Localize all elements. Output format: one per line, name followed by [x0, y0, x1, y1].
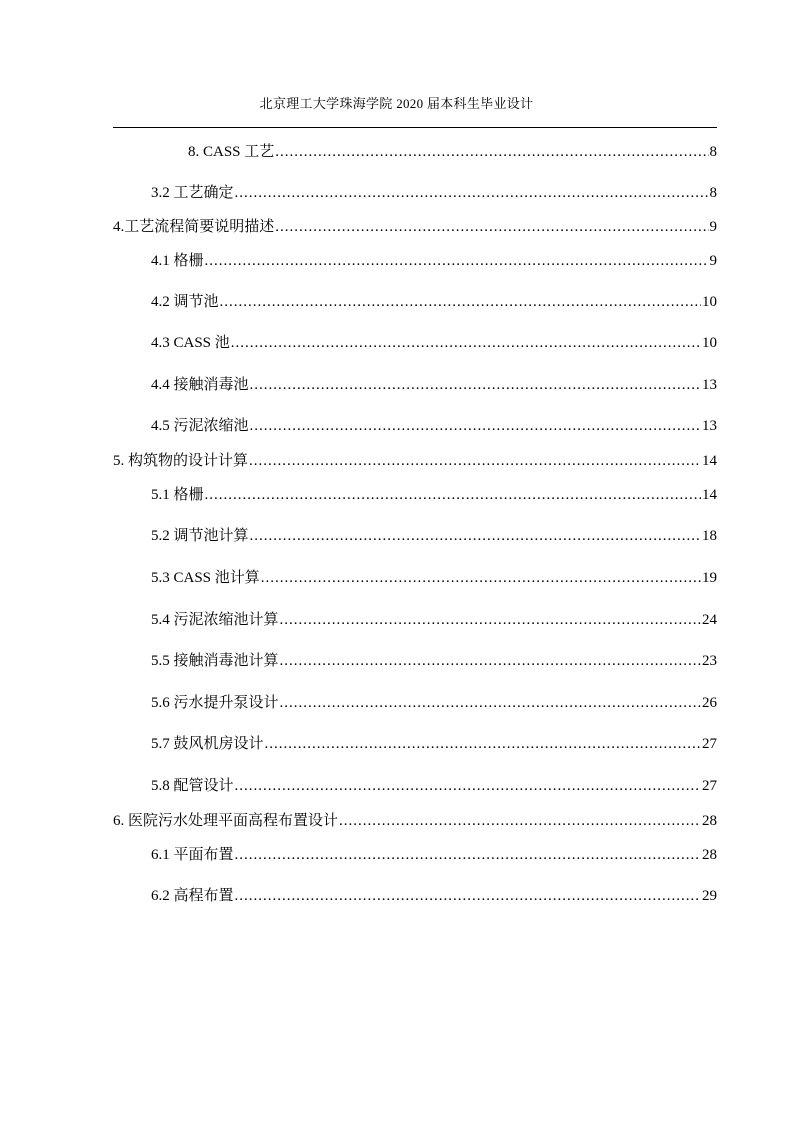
toc-entry-label: 6.1 平面布置	[151, 847, 234, 863]
toc-entry-page: 10	[702, 294, 717, 310]
toc-entry-label: 5.1 格栅	[151, 487, 204, 503]
toc-entry-label: 4.4 接触消毒池	[151, 377, 249, 393]
toc-entry[interactable]	[151, 374, 717, 396]
toc-leader-dots	[235, 885, 701, 907]
toc-entry-label: 8. CASS 工艺	[188, 144, 275, 160]
toc-leader-dots	[250, 415, 701, 437]
toc-leader-dots	[231, 332, 701, 354]
toc-entry-page: 8	[709, 144, 717, 160]
toc-leader-dots	[275, 216, 708, 238]
toc-entry-page: 18	[702, 528, 717, 544]
toc-entry-page: 29	[702, 888, 717, 904]
toc-entry[interactable]	[151, 609, 717, 631]
toc-leader-dots	[280, 650, 701, 672]
toc-entry-page: 13	[702, 418, 717, 434]
toc-entry-label: 4.1 格栅	[151, 253, 204, 269]
toc-leader-dots	[205, 250, 709, 272]
toc-entry[interactable]	[151, 775, 717, 797]
toc-entry[interactable]	[151, 415, 717, 437]
toc-entry-page: 8	[709, 185, 717, 201]
toc-leader-dots	[275, 141, 708, 163]
toc-entry[interactable]	[151, 182, 717, 204]
toc-leader-dots	[235, 775, 701, 797]
toc-entry[interactable]	[151, 692, 717, 714]
toc-entry[interactable]	[113, 810, 717, 832]
toc-entry-page: 23	[702, 653, 717, 669]
toc-entry[interactable]	[151, 332, 717, 354]
toc-leader-dots	[235, 844, 701, 866]
toc-entry[interactable]	[151, 291, 717, 313]
toc-entry-page: 10	[702, 335, 717, 351]
toc-entry-page: 26	[702, 695, 717, 711]
toc-entry[interactable]	[151, 733, 717, 755]
toc-leader-dots	[280, 609, 701, 631]
toc-leader-dots	[249, 450, 701, 472]
toc-leader-dots	[265, 733, 701, 755]
toc-entry[interactable]	[113, 450, 717, 472]
toc-leader-dots	[250, 374, 701, 396]
toc-entry-page: 9	[709, 219, 717, 235]
toc-entry-page: 9	[709, 253, 717, 269]
toc-leader-dots	[261, 567, 701, 589]
toc-entry[interactable]	[151, 484, 717, 506]
toc-entry-label: 4.3 CASS 池	[151, 335, 230, 351]
toc-entry-label: 4.工艺流程简要说明描述	[113, 219, 275, 235]
toc-entry-page: 14	[702, 453, 717, 469]
toc-entry-label: 5.3 CASS 池计算	[151, 570, 260, 586]
toc-entry[interactable]	[151, 844, 717, 866]
toc-entry-page: 28	[702, 813, 717, 829]
toc-entry-label: 4.2 调节池	[151, 294, 219, 310]
header-rule	[113, 127, 717, 128]
toc-entry-label: 4.5 污泥浓缩池	[151, 418, 249, 434]
toc-leader-dots	[205, 484, 701, 506]
toc-entry[interactable]	[151, 250, 717, 272]
toc-entry-page: 14	[702, 487, 717, 503]
toc-entry-label: 5.5 接触消毒池计算	[151, 653, 279, 669]
toc-entry-label: 5.8 配管设计	[151, 778, 234, 794]
toc-entry[interactable]	[151, 650, 717, 672]
toc-leader-dots	[280, 692, 701, 714]
toc-entry[interactable]	[151, 885, 717, 907]
toc-entry-page: 27	[702, 778, 717, 794]
toc-entry-page: 24	[702, 612, 717, 628]
toc-entry-page: 13	[702, 377, 717, 393]
toc-leader-dots	[339, 810, 701, 832]
toc-entry-label: 3.2 工艺确定	[151, 185, 234, 201]
page-header: 北京理工大学珠海学院 2020 届本科生毕业设计	[259, 96, 534, 111]
toc-entry-label: 5.4 污泥浓缩池计算	[151, 612, 279, 628]
toc-entry-label: 6.2 高程布置	[151, 888, 234, 904]
toc-leader-dots	[235, 182, 709, 204]
toc-entry-label: 5. 构筑物的设计计算	[113, 453, 249, 469]
toc-entry-label: 5.7 鼓风机房设计	[151, 736, 264, 752]
toc-entry-page: 27	[702, 736, 717, 752]
toc-entry-label: 5.6 污水提升泵设计	[151, 695, 279, 711]
toc-leader-dots	[250, 525, 701, 547]
toc-entry-page: 28	[702, 847, 717, 863]
toc-entry[interactable]	[151, 567, 717, 589]
toc-entry-page: 19	[702, 570, 717, 586]
toc-entry-label: 6. 医院污水处理平面高程布置设计	[113, 813, 339, 829]
toc-entry[interactable]	[113, 216, 717, 238]
toc-leader-dots	[220, 291, 701, 313]
toc-entry[interactable]	[188, 141, 717, 163]
toc-entry-label: 5.2 调节池计算	[151, 528, 249, 544]
toc-entry[interactable]	[151, 525, 717, 547]
